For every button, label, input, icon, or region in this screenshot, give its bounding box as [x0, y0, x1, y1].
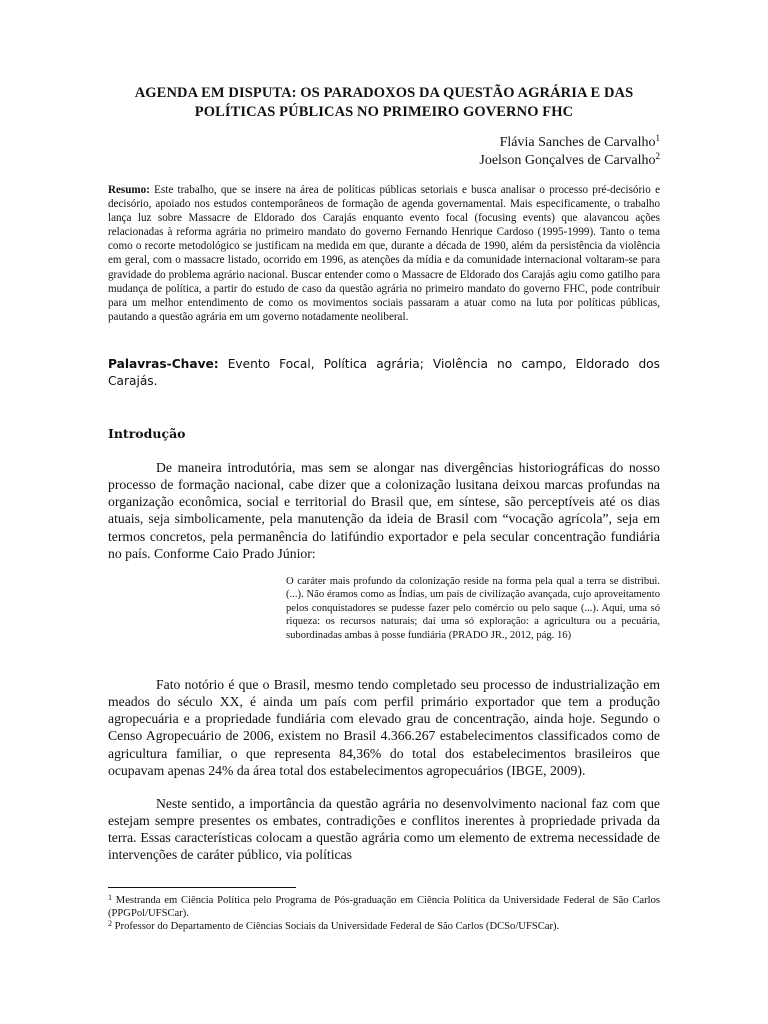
section-heading-introduction: Introdução	[108, 426, 186, 441]
footnote-mark: 2	[108, 919, 112, 929]
body-paragraph-2: Fato notório é que o Brasil, mesmo tendo completado seu processo de industrialização em meados do século XX, é ainda um país com perfil primário exportador que tem a produção agropecuária e a propriedade fundiária com elevado grau de concentração, ainda hoje. Segundo o Censo Agropecuário de 2006, existem no Brasil 4.366.267 estabelecimentos classificados como de agricultura familiar, o que representa 84,36% do total dos estabelecimentos brasileiros que ocupavam apenas 24% da área total dos estabelecimentos agropecuários (IBGE, 2009).	[108, 677, 660, 778]
footnote-text: Mestranda em Ciência Política pelo Programa de Pós-graduação em Ciência Política da Universidade Federal de São Carlos (PPGPol/UFSCar).	[108, 895, 660, 920]
paper-title-line-1: AGENDA EM DISPUTA: OS PARADOXOS DA QUESTÃO AGRÁRIA E DAS	[134, 85, 634, 101]
author-footnote-mark[interactable]: 2	[655, 151, 660, 161]
author-name: Joelson Gonçalves de Carvalho	[479, 153, 656, 168]
footnote-divider	[108, 887, 296, 888]
footnote-2	[108, 920, 660, 933]
keywords	[108, 356, 660, 390]
body-paragraph-1: De maneira introdutória, mas sem se alongar nas divergências historiográficas do nosso processo de formação nacional, cabe dizer que a colonização lusitana deixou marcas profundas na organização econômica, social e territorial do Brasil que, em síntese, são perceptíveis até os dias atuais, seja simbolicamente, pela manutenção da ideia de Brasil com “vocação agrícola”, seja em termos concretos, pela permanência do latifúndio exportador e pela secular concentração fundiária no país. Conforme Caio Prado Júnior:	[108, 460, 660, 561]
abstract	[108, 183, 660, 324]
footnote-text: Professor do Departamento de Ciências Sociais da Universidade Federal de São Carlos (DCSo/UFSCar).	[114, 921, 560, 933]
block-quote: O caráter mais profundo da colonização reside na forma pela qual a terra se distribui. (...). Não éramos como as Índias, um país de civilização avançada, cujo aproveitamento pelos conquistadores se pudesse fazer pelo comércio ou pelo saque (...). Aqui, uma só riqueza: os recursos naturais; daí uma só exploração: a agricultura ou a pecuária, subordinadas ambas à posse fundiária (PRADO JR., 2012, pág. 16)	[286, 576, 660, 641]
keywords-text: Evento Focal, Política agrária; Violência no campo, Eldorado dos Carajás.	[108, 357, 660, 388]
author-list	[260, 134, 660, 170]
author-footnote-mark[interactable]: 1	[655, 133, 660, 143]
author-2	[260, 152, 660, 170]
body-paragraph-3: Neste sentido, a importância da questão agrária no desenvolvimento nacional faz com que estejam sempre presentes os embates, contradições e conflitos inerentes à propriedade privada da terra. Essas características colocam a questão agrária como um elemento de extrema necessidade de intervenções de caráter público, via políticas	[108, 796, 660, 863]
footnote-mark: 1	[108, 893, 112, 902]
abstract-text: Este trabalho, que se insere na área de políticas públicas setoriais e busca analisar o processo pré-decisório e decisório, apoiado nos estudos contemporâneos de formação de agenda governamental. Mais especificamente, o trabalho lança luz sobre Massacre de Eldorado dos Carajás enquanto evento focal (focusing events) que alavancou ações relacionadas à reforma agrária no primeiro mandato do governo Fernando Henrique Cardoso (1995-1999). Tanto o tema como o recorte metodológico se justificam na medida em que, durante a década de 1990, além da persistência da violência em geral, com o massacre listado, ocorrido em 1996, as atenções da mídia e da comunidade internacional voltaram-se para gravidade do problema agrário nacional. Buscar entender como o Massacre de Eldorado dos Carajás agiu como gatilho para mudança de política, a partir do estudo de caso da questão agrária no primeiro mandato do governo FHC, pode contribuir para um melhor entendimento de como os movimentos sociais passaram a atuar como na luta por políticas públicas, pautando a questão agrária em um governo notadamente neoliberal.	[108, 184, 660, 323]
author-1	[260, 134, 660, 152]
footnote-1	[108, 894, 660, 920]
paper-title-line-2: POLÍTICAS PÚBLICAS NO PRIMEIRO GOVERNO FHC	[194, 104, 574, 120]
author-name: Flávia Sanches de Carvalho	[499, 135, 656, 150]
footnotes	[108, 894, 660, 934]
keywords-label: Palavras-Chave:	[108, 357, 219, 371]
paper-title	[108, 84, 660, 122]
abstract-label: Resumo:	[108, 184, 150, 196]
